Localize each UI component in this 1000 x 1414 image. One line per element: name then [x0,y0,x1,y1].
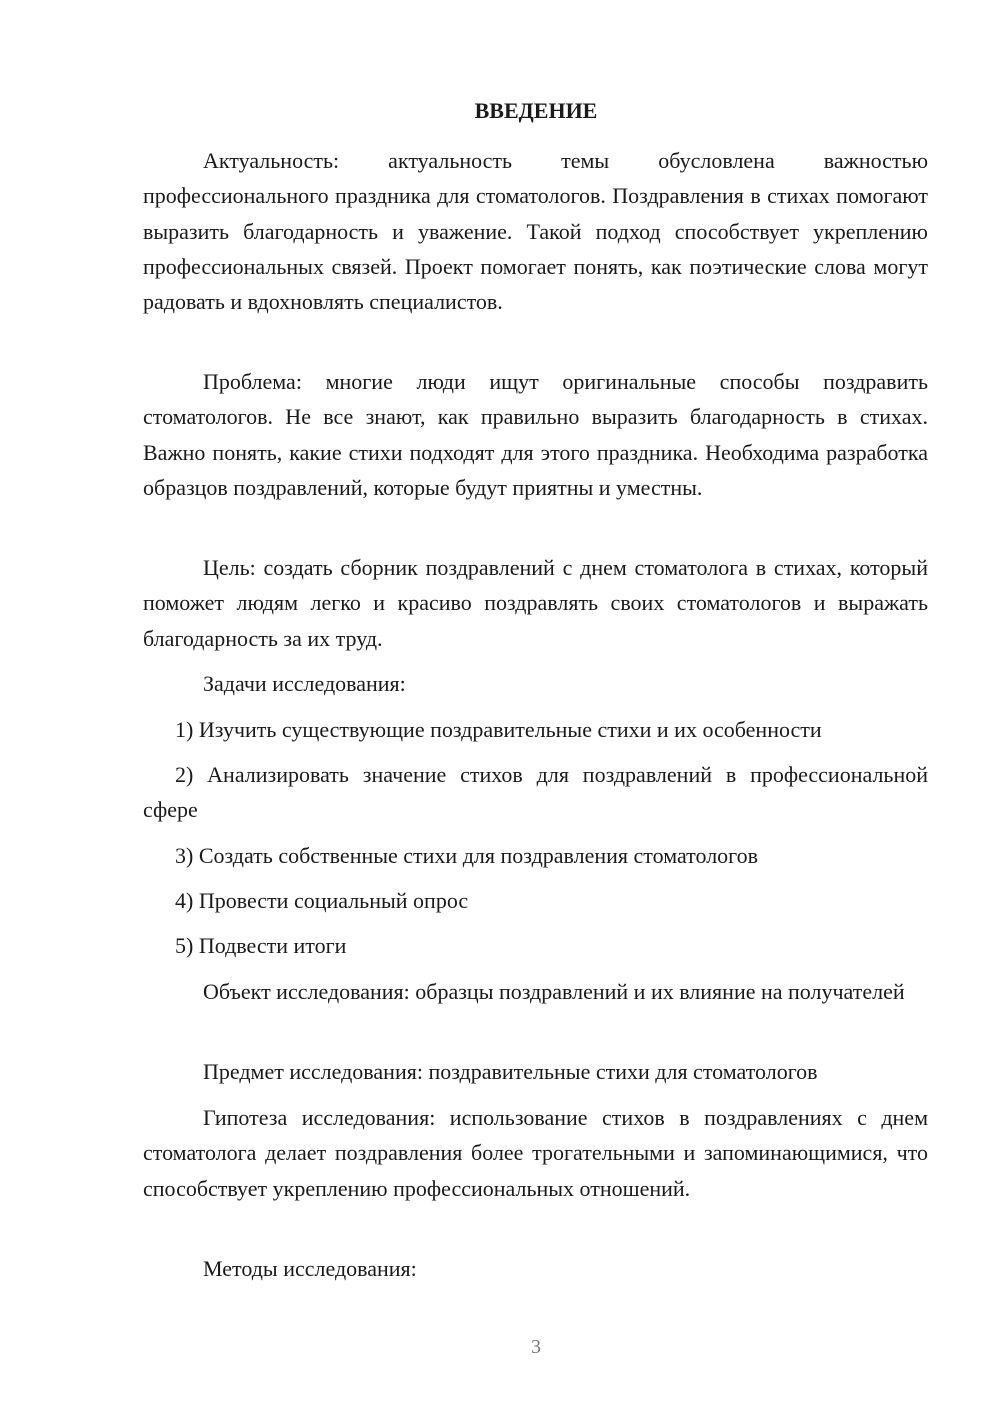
paragraph-object: Объект исследования: образцы поздравлений и их влияние на получателей [203,979,905,1004]
task-item-2: 2) Анализировать значение стихов для поздравлений в профессиональной сфере [143,762,928,823]
paragraph-relevance: Актуальность: актуальность темы обусловлена важностью профессионального праздника для стоматологов. Поздравления в стихах помогают выразить благодарность и уважение. Такой подход способствует укреплению профессиональных связей. Проект помогает понять, как поэтические слова могут радовать и вдохновлять специалистов. [143,148,928,315]
paragraph-goal: Цель: создать сборник поздравлений с днем стоматолога в стихах, который поможет людям легко и красиво поздравлять своих стоматологов и выражать благодарность за их труд. [143,555,928,651]
task-item-5: 5) Подвести итоги [175,933,347,958]
tasks-heading: Задачи исследования: [203,671,406,696]
section-title: ВВЕДЕНИЕ [474,98,598,123]
paragraph-subject: Предмет исследования: поздравительные стихи для стоматологов [203,1059,818,1084]
paragraph-hypothesis: Гипотеза исследования: использование стихов в поздравлениях с днем стоматолога делает поздравления более трогательными и запоминающимися, что способствует укреплению профессиональных отношений. [143,1105,928,1201]
task-item-1: 1) Изучить существующие поздравительные стихи и их особенности [175,717,822,742]
task-item-3: 3) Создать собственные стихи для поздравления стоматологов [175,843,759,868]
paragraph-methods: Методы исследования: [203,1256,417,1281]
paragraph-problem: Проблема: многие люди ищут оригинальные способы поздравить стоматологов. Не все знают, как правильно выразить благодарность в стихах. Важно понять, какие стихи подходят для этого праздника. Необходима разработка образцов поздравлений, которые будут приятны и уместны. [143,369,928,500]
page-number: 3 [531,1336,541,1358]
task-item-4: 4) Провести социальный опрос [175,888,469,913]
